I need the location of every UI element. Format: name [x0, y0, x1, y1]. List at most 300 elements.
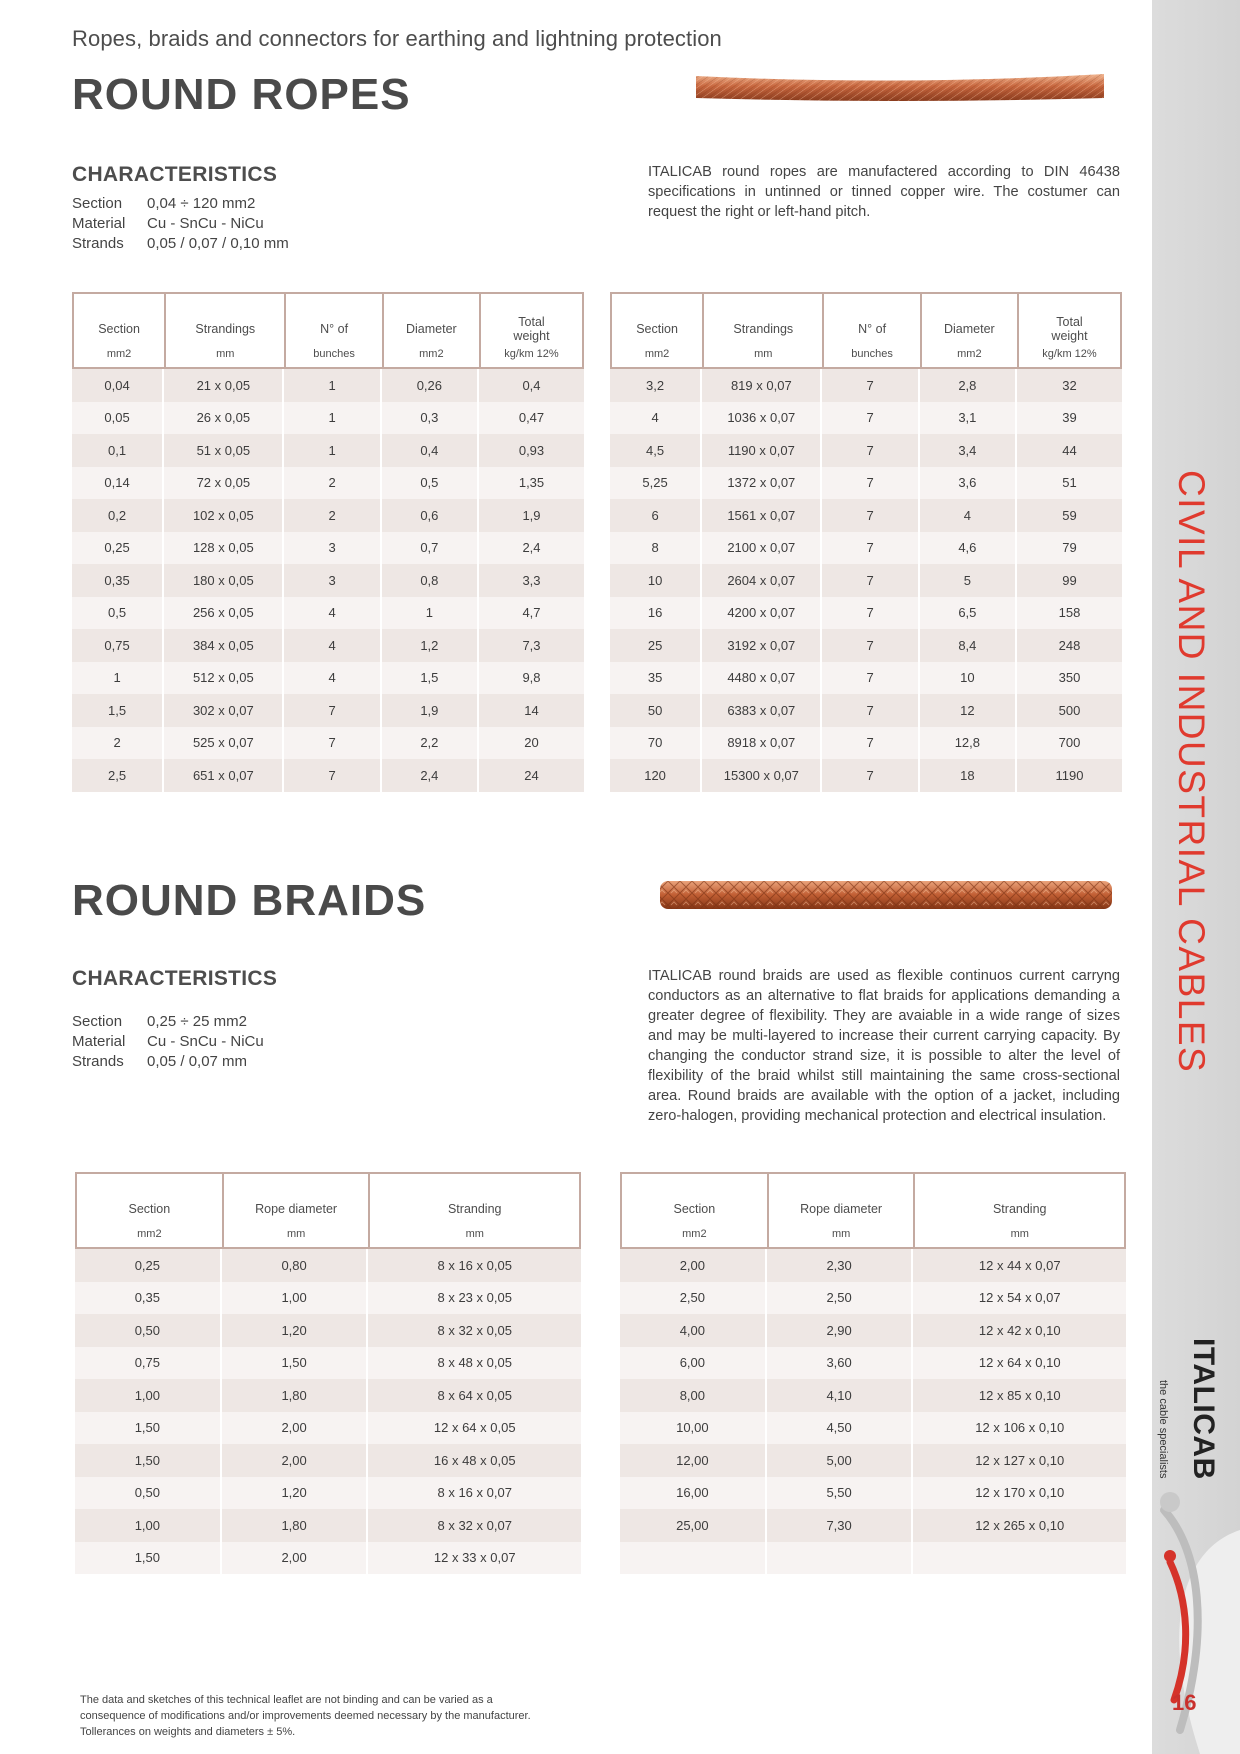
table-cell: 4	[284, 629, 381, 662]
table-cell: 4	[284, 662, 381, 695]
table-cell: 7	[822, 662, 919, 695]
table-row	[72, 694, 584, 727]
table-cell: 4,00	[620, 1314, 767, 1347]
table-cell: 2	[284, 499, 381, 532]
table-row	[72, 597, 584, 630]
table-cell: 2	[72, 727, 164, 760]
table-cell: 0,93	[479, 434, 584, 467]
table-cell: 0,14	[72, 467, 164, 500]
table-cell: 7	[284, 727, 381, 760]
braid-image	[656, 875, 1116, 915]
table-cell: 25,00	[620, 1509, 767, 1542]
table-cell: 2100 x 0,07	[702, 532, 822, 565]
table-row	[75, 1509, 581, 1542]
table-cell: 8 x 32 x 0,05	[368, 1314, 581, 1347]
table-row	[72, 532, 584, 565]
table-cell: 7,30	[767, 1509, 914, 1542]
table-cell: 1,50	[75, 1444, 222, 1477]
table-cell: 4,7	[479, 597, 584, 630]
characteristic-row	[72, 214, 289, 234]
table-unit-row	[75, 1228, 581, 1249]
column-unit: bunches	[822, 348, 919, 369]
table-row	[72, 629, 584, 662]
table-cell: 10,00	[620, 1412, 767, 1445]
table-cell: 5	[920, 564, 1017, 597]
characteristic-value: Cu - SnCu - NiCu	[147, 215, 264, 232]
table-cell: 4,6	[920, 532, 1017, 565]
table-cell: 12,00	[620, 1444, 767, 1477]
table-cell: 12 x 64 x 0,10	[913, 1347, 1126, 1380]
table-cell: 15300 x 0,07	[702, 759, 822, 792]
table-cell: 1,00	[75, 1509, 222, 1542]
table-cell: 3,3	[479, 564, 584, 597]
table-cell: 35	[610, 662, 702, 695]
table-cell: 1190 x 0,07	[702, 434, 822, 467]
table-row	[75, 1347, 581, 1380]
table-cell: 4480 x 0,07	[702, 662, 822, 695]
table-cell: 7	[822, 727, 919, 760]
table-cell: 256 x 0,05	[164, 597, 284, 630]
braids-table-right	[620, 1172, 1126, 1574]
table-cell: 2,00	[222, 1542, 369, 1575]
brand-logo: ITALICAB	[1187, 1338, 1220, 1480]
table-header-row	[72, 292, 584, 348]
column-unit: mm2	[610, 348, 702, 369]
table-row	[72, 564, 584, 597]
column-unit: mm2	[382, 348, 479, 369]
table-cell: 25	[610, 629, 702, 662]
table-cell: 8,00	[620, 1379, 767, 1412]
table-cell: 2,90	[767, 1314, 914, 1347]
table-cell: 12 x 265 x 0,10	[913, 1509, 1126, 1542]
table-cell: 8 x 64 x 0,05	[368, 1379, 581, 1412]
table-cell	[767, 1542, 914, 1575]
table-cell: 4,10	[767, 1379, 914, 1412]
ropes-characteristics-heading: CHARACTERISTICS	[72, 163, 278, 186]
table-row	[610, 694, 1122, 727]
ropes-table-left	[72, 292, 584, 792]
table-cell: 16	[610, 597, 702, 630]
characteristic-row	[72, 1032, 264, 1052]
column-unit: mm	[164, 348, 284, 369]
table-cell: 0,25	[72, 532, 164, 565]
column-header: Strandings	[164, 292, 284, 348]
braids-characteristics	[72, 1012, 264, 1072]
table-unit-row	[72, 348, 584, 369]
table-cell: 1,20	[222, 1314, 369, 1347]
table-cell: 0,3	[382, 402, 479, 435]
table-cell: 21 x 0,05	[164, 369, 284, 402]
table-cell: 2,4	[479, 532, 584, 565]
column-unit: mm2	[920, 348, 1017, 369]
table-cell: 7	[284, 759, 381, 792]
table-cell: 7	[822, 694, 919, 727]
table-cell: 26 x 0,05	[164, 402, 284, 435]
table-cell: 12 x 85 x 0,10	[913, 1379, 1126, 1412]
table-cell: 0,4	[382, 434, 479, 467]
column-unit: mm2	[620, 1228, 767, 1249]
table-cell: 2,2	[382, 727, 479, 760]
table-cell: 9,8	[479, 662, 584, 695]
table-cell: 1	[284, 434, 381, 467]
table-cell: 1,20	[222, 1477, 369, 1510]
table-header-row	[620, 1172, 1126, 1228]
table-cell: 1036 x 0,07	[702, 402, 822, 435]
table-cell	[620, 1542, 767, 1575]
table-cell: 7	[822, 369, 919, 402]
table-row	[72, 662, 584, 695]
table-cell: 12	[920, 694, 1017, 727]
table-cell: 8918 x 0,07	[702, 727, 822, 760]
table-cell: 4	[610, 402, 702, 435]
column-header: Section	[610, 292, 702, 348]
table-unit-row	[610, 348, 1122, 369]
column-unit: mm	[368, 1228, 581, 1249]
table-row	[620, 1249, 1126, 1282]
table-cell: 3,1	[920, 402, 1017, 435]
table-cell: 819 x 0,07	[702, 369, 822, 402]
table-cell: 8 x 48 x 0,05	[368, 1347, 581, 1380]
braids-title: ROUND BRAIDS	[72, 876, 427, 925]
column-unit: mm	[702, 348, 822, 369]
table-cell: 12,8	[920, 727, 1017, 760]
table-cell: 0,75	[75, 1347, 222, 1380]
ropes-table-right	[610, 292, 1122, 792]
table-cell: 4	[284, 597, 381, 630]
characteristic-value: Cu - SnCu - NiCu	[147, 1033, 264, 1050]
table-cell	[913, 1542, 1126, 1575]
table-cell: 0,7	[382, 532, 479, 565]
table-cell: 0,1	[72, 434, 164, 467]
table-cell: 7	[822, 434, 919, 467]
table-cell: 8 x 23 x 0,05	[368, 1282, 581, 1315]
column-unit: kg/km 12%	[479, 348, 584, 369]
column-header: Total weight	[479, 292, 584, 348]
table-cell: 12 x 127 x 0,10	[913, 1444, 1126, 1477]
table-cell: 5,25	[610, 467, 702, 500]
table-cell: 1,5	[72, 694, 164, 727]
table-cell: 1,00	[222, 1282, 369, 1315]
table-row	[620, 1314, 1126, 1347]
table-cell: 3	[284, 564, 381, 597]
characteristic-row	[72, 1012, 264, 1032]
table-row	[620, 1509, 1126, 1542]
table-cell: 2,8	[920, 369, 1017, 402]
table-row	[75, 1542, 581, 1575]
table-cell: 8,4	[920, 629, 1017, 662]
table-cell: 12 x 33 x 0,07	[368, 1542, 581, 1575]
table-cell: 12 x 64 x 0,05	[368, 1412, 581, 1445]
table-cell: 1,9	[382, 694, 479, 727]
table-cell: 0,5	[382, 467, 479, 500]
table-row	[75, 1282, 581, 1315]
table-cell: 12 x 42 x 0,10	[913, 1314, 1126, 1347]
column-unit: mm2	[75, 1228, 222, 1249]
table-cell: 3,6	[920, 467, 1017, 500]
table-cell: 18	[920, 759, 1017, 792]
table-cell: 2,5	[72, 759, 164, 792]
table-cell: 248	[1017, 629, 1122, 662]
table-cell: 2,00	[222, 1444, 369, 1477]
table-cell: 4200 x 0,07	[702, 597, 822, 630]
table-header-row	[75, 1172, 581, 1228]
table-cell: 1372 x 0,07	[702, 467, 822, 500]
table-cell: 4	[920, 499, 1017, 532]
column-header: Rope diameter	[222, 1172, 369, 1228]
table-cell: 12 x 54 x 0,07	[913, 1282, 1126, 1315]
column-header: Stranding	[368, 1172, 581, 1228]
braids-table-left	[75, 1172, 581, 1574]
table-cell: 3	[284, 532, 381, 565]
table-row	[610, 597, 1122, 630]
table-cell: 14	[479, 694, 584, 727]
table-cell: 12 x 44 x 0,07	[913, 1249, 1126, 1282]
table-cell: 0,26	[382, 369, 479, 402]
table-cell: 1	[284, 369, 381, 402]
table-row	[610, 564, 1122, 597]
characteristic-row	[72, 1052, 264, 1072]
table-cell: 1,50	[75, 1542, 222, 1575]
table-cell: 8 x 32 x 0,07	[368, 1509, 581, 1542]
table-cell: 2,00	[222, 1412, 369, 1445]
table-cell: 2604 x 0,07	[702, 564, 822, 597]
table-cell: 0,6	[382, 499, 479, 532]
table-row	[620, 1282, 1126, 1315]
table-row	[610, 402, 1122, 435]
table-row	[72, 434, 584, 467]
table-row	[610, 467, 1122, 500]
table-cell: 3,2	[610, 369, 702, 402]
table-row	[72, 402, 584, 435]
table-row	[75, 1477, 581, 1510]
ropes-characteristics	[72, 194, 289, 254]
column-header: Section	[620, 1172, 767, 1228]
table-cell: 24	[479, 759, 584, 792]
table-row	[75, 1379, 581, 1412]
table-cell: 8 x 16 x 0,07	[368, 1477, 581, 1510]
table-cell: 51 x 0,05	[164, 434, 284, 467]
table-row	[620, 1444, 1126, 1477]
table-cell: 12 x 170 x 0,10	[913, 1477, 1126, 1510]
table-cell: 350	[1017, 662, 1122, 695]
table-cell: 39	[1017, 402, 1122, 435]
table-cell: 51	[1017, 467, 1122, 500]
table-cell: 700	[1017, 727, 1122, 760]
table-cell: 7,3	[479, 629, 584, 662]
table-cell: 70	[610, 727, 702, 760]
table-cell: 7	[822, 499, 919, 532]
table-cell: 8 x 16 x 0,05	[368, 1249, 581, 1282]
table-cell: 0,35	[72, 564, 164, 597]
table-cell: 5,00	[767, 1444, 914, 1477]
column-header: Diameter	[920, 292, 1017, 348]
column-unit: mm	[767, 1228, 914, 1249]
column-header: Diameter	[382, 292, 479, 348]
table-cell: 16,00	[620, 1477, 767, 1510]
rope-image	[690, 68, 1110, 106]
table-cell: 651 x 0,07	[164, 759, 284, 792]
table-cell: 0,50	[75, 1477, 222, 1510]
column-header: Rope diameter	[767, 1172, 914, 1228]
table-cell: 0,4	[479, 369, 584, 402]
table-cell: 1190	[1017, 759, 1122, 792]
table-row	[610, 629, 1122, 662]
table-cell: 1,80	[222, 1379, 369, 1412]
ropes-title: ROUND ROPES	[72, 70, 411, 119]
table-cell: 525 x 0,07	[164, 727, 284, 760]
table-cell: 7	[822, 564, 919, 597]
characteristic-label: Strands	[72, 1053, 124, 1070]
table-cell: 4,5	[610, 434, 702, 467]
characteristic-row	[72, 234, 289, 254]
column-header: Stranding	[913, 1172, 1126, 1228]
column-header: N° of	[284, 292, 381, 348]
table-cell: 1	[72, 662, 164, 695]
braids-characteristics-heading: CHARACTERISTICS	[72, 967, 278, 990]
table-cell: 0,04	[72, 369, 164, 402]
column-unit: mm	[913, 1228, 1126, 1249]
braids-description: ITALICAB round braids are used as flexible continuos current carryng conductors as an alternative to flat braids for applications demanding a greater degree of flexibility. They are avaiable in a wide range of sizes and may be multi-layered to increase their current carrying capacity. By changing the conductor strand size, it is possible to alter the level of flexibility of the braid whilst still maintaining the same cross-sectional area. Round braids are available with the option of a jacket, including zero-halogen, providing mechanical protection and electrical insulation.	[648, 968, 1120, 1124]
table-cell: 0,80	[222, 1249, 369, 1282]
table-cell: 3192 x 0,07	[702, 629, 822, 662]
table-cell: 2,30	[767, 1249, 914, 1282]
column-header: Strandings	[702, 292, 822, 348]
table-cell: 1,35	[479, 467, 584, 500]
table-cell: 72 x 0,05	[164, 467, 284, 500]
table-header-row	[610, 292, 1122, 348]
table-cell: 6,5	[920, 597, 1017, 630]
table-cell: 79	[1017, 532, 1122, 565]
table-cell: 20	[479, 727, 584, 760]
table-cell: 0,35	[75, 1282, 222, 1315]
table-cell: 0,50	[75, 1314, 222, 1347]
characteristic-label: Section	[72, 195, 123, 212]
table-cell: 7	[822, 759, 919, 792]
table-cell: 2,00	[620, 1249, 767, 1282]
table-cell: 44	[1017, 434, 1122, 467]
table-cell: 59	[1017, 499, 1122, 532]
table-unit-row	[620, 1228, 1126, 1249]
characteristic-label: Strands	[72, 235, 124, 252]
characteristic-label: Material	[72, 215, 126, 232]
table-row	[72, 369, 584, 402]
table-cell: 1	[284, 402, 381, 435]
table-cell: 1,50	[222, 1347, 369, 1380]
category-label: CIVIL AND INDUSTRIAL CABLES	[1171, 470, 1212, 1074]
table-cell: 6,00	[620, 1347, 767, 1380]
table-row	[610, 532, 1122, 565]
column-header: Section	[75, 1172, 222, 1228]
table-row	[610, 759, 1122, 792]
table-row	[620, 1347, 1126, 1380]
table-cell: 384 x 0,05	[164, 629, 284, 662]
table-cell: 2	[284, 467, 381, 500]
table-cell: 12 x 106 x 0,10	[913, 1412, 1126, 1445]
table-row	[72, 467, 584, 500]
table-cell: 0,05	[72, 402, 164, 435]
table-row	[610, 434, 1122, 467]
table-cell: 32	[1017, 369, 1122, 402]
page-subtitle: Ropes, braids and connectors for earthing and lightning protection	[72, 26, 722, 51]
table-cell: 0,75	[72, 629, 164, 662]
table-cell: 0,47	[479, 402, 584, 435]
table-cell: 5,50	[767, 1477, 914, 1510]
table-cell: 7	[822, 629, 919, 662]
table-cell: 6383 x 0,07	[702, 694, 822, 727]
table-cell: 1,00	[75, 1379, 222, 1412]
table-cell: 7	[822, 467, 919, 500]
table-cell: 1,50	[75, 1412, 222, 1445]
brand-tagline: the cable specialists	[1157, 1380, 1169, 1479]
characteristic-label: Material	[72, 1033, 126, 1050]
table-row	[610, 499, 1122, 532]
characteristic-value: 0,04 ÷ 120 mm2	[147, 195, 256, 212]
table-cell: 180 x 0,05	[164, 564, 284, 597]
page-number: 16	[1172, 1690, 1197, 1715]
table-row	[620, 1379, 1126, 1412]
table-cell: 2,4	[382, 759, 479, 792]
table-cell: 1,2	[382, 629, 479, 662]
ropes-description: ITALICAB round ropes are manufactered according to DIN 46438 specifications in untinned or tinned copper wire. The costumer can request the right or left-hand pitch.	[648, 164, 1120, 220]
table-cell: 4,50	[767, 1412, 914, 1445]
column-header: Total weight	[1017, 292, 1122, 348]
table-cell: 7	[822, 532, 919, 565]
table-cell: 10	[610, 564, 702, 597]
table-cell: 128 x 0,05	[164, 532, 284, 565]
table-cell: 3,4	[920, 434, 1017, 467]
table-cell: 500	[1017, 694, 1122, 727]
table-cell: 1561 x 0,07	[702, 499, 822, 532]
table-cell: 99	[1017, 564, 1122, 597]
table-cell: 302 x 0,07	[164, 694, 284, 727]
table-row	[610, 662, 1122, 695]
column-unit: kg/km 12%	[1017, 348, 1122, 369]
characteristic-value: 0,05 / 0,07 mm	[147, 1053, 248, 1070]
table-cell: 1,80	[222, 1509, 369, 1542]
table-row	[75, 1249, 581, 1282]
table-row	[72, 499, 584, 532]
table-cell: 102 x 0,05	[164, 499, 284, 532]
characteristic-label: Section	[72, 1013, 123, 1030]
table-row	[72, 759, 584, 792]
table-row	[610, 727, 1122, 760]
table-cell: 7	[822, 597, 919, 630]
table-row	[72, 727, 584, 760]
table-cell: 7	[822, 402, 919, 435]
column-unit: mm2	[72, 348, 164, 369]
table-cell: 0,2	[72, 499, 164, 532]
table-cell: 512 x 0,05	[164, 662, 284, 695]
table-cell: 8	[610, 532, 702, 565]
table-cell: 158	[1017, 597, 1122, 630]
table-row	[75, 1444, 581, 1477]
table-cell: 2,50	[620, 1282, 767, 1315]
table-row	[610, 369, 1122, 402]
table-cell: 120	[610, 759, 702, 792]
table-row	[620, 1477, 1126, 1510]
table-cell: 3,60	[767, 1347, 914, 1380]
characteristic-row	[72, 194, 289, 214]
table-cell: 10	[920, 662, 1017, 695]
table-cell: 1	[382, 597, 479, 630]
table-cell: 7	[284, 694, 381, 727]
table-cell: 1,9	[479, 499, 584, 532]
table-row	[75, 1412, 581, 1445]
table-cell: 1,5	[382, 662, 479, 695]
table-cell: 16 x 48 x 0,05	[368, 1444, 581, 1477]
footer-disclaimer: The data and sketches of this technical leaflet are not binding and can be varied as a consequence of modifications and/or improvements deemed necessary by the manufacturer. Tollerances on weights and diameters ± 5%.	[80, 1694, 531, 1738]
characteristic-value: 0,05 / 0,07 / 0,10 mm	[147, 235, 289, 252]
